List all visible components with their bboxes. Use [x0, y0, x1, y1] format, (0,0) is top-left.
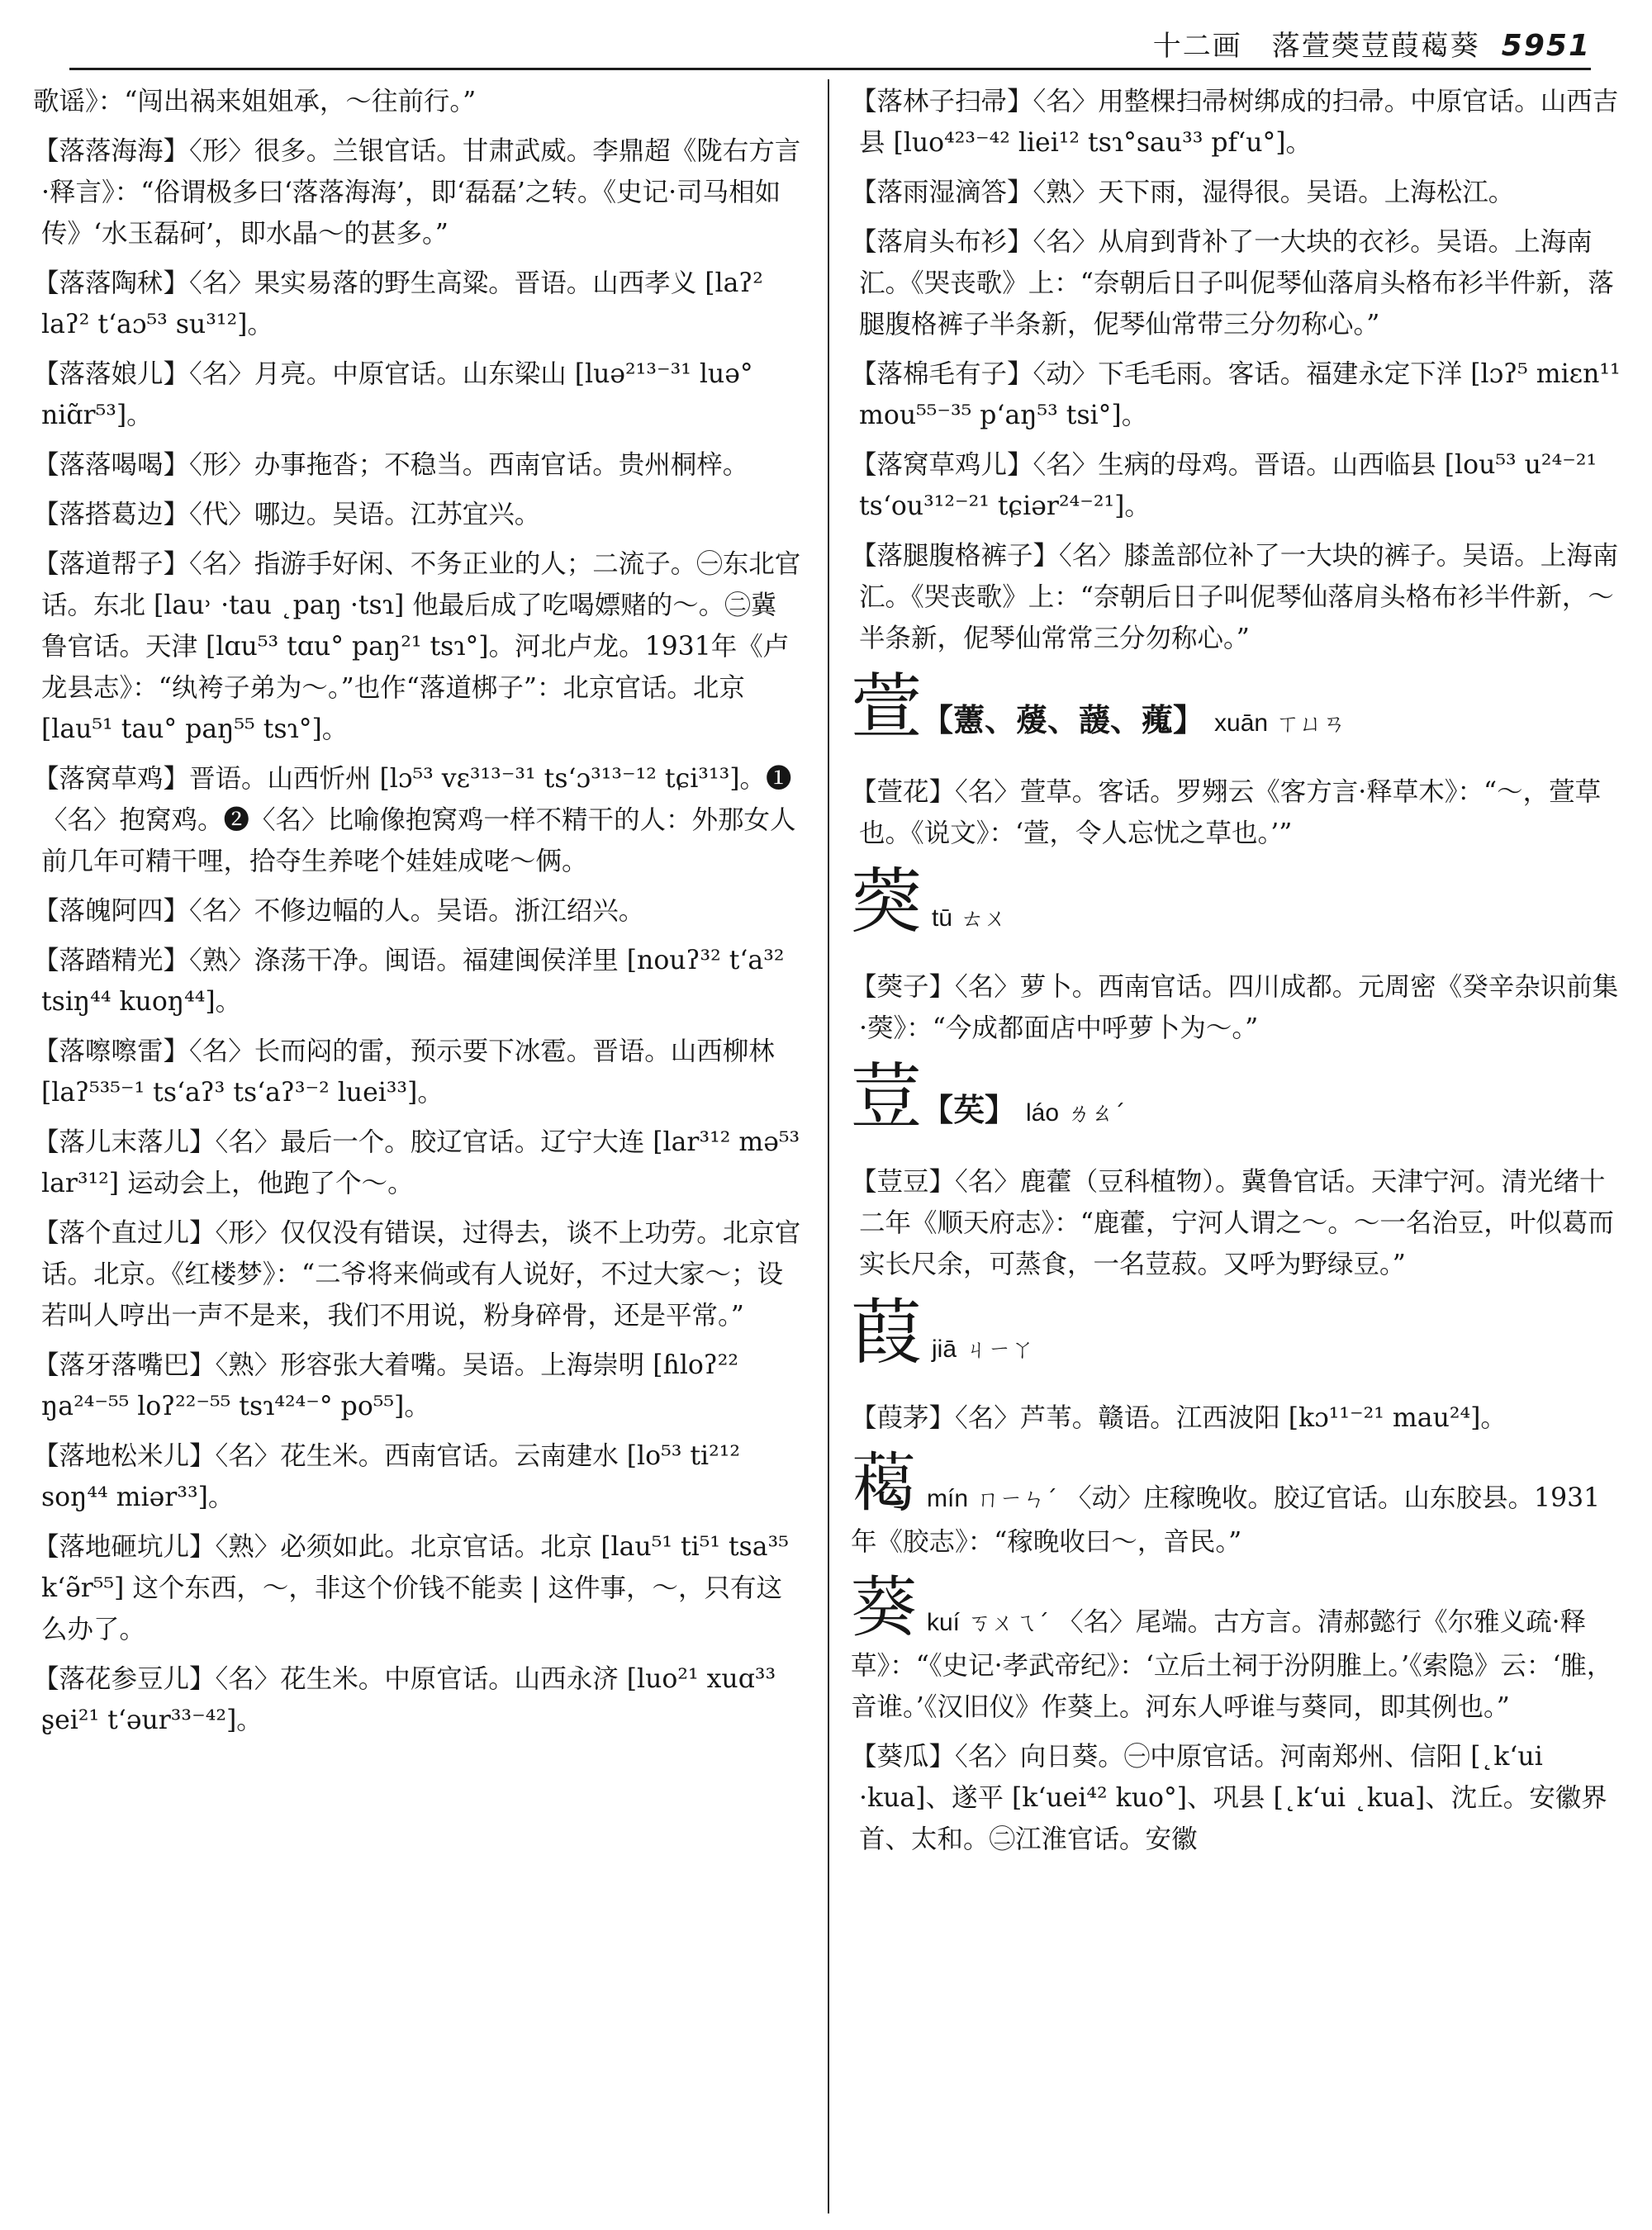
entry-laodou: 【荳豆】〈名〉鹿藿（豆科植物）。冀鲁官话。天津宁河。清光绪十二年《顺天府志》：“鹿藿，宁河人谓之～。～一名治豆，叶似葛而实长尺余，可蒸食，一名荳菽。又呼为野绿豆。”: [851, 1167, 1614, 1279]
zhuyin: ㄊㄨ: [961, 904, 1008, 932]
entry-luoluoniang: 【落落娘儿】〈名〉月亮。中原官话。山东梁山 [luə²¹³⁻³¹ luə° niɑ̃r⁵³]。: [33, 359, 753, 430]
entry-luocacalei: 【落嚓嚓雷】〈名〉长而闷的雷，预示要下冰雹。晋语。山西柳林 [laʔ⁵³⁵⁻¹ ts‘aʔ³ ts‘aʔ³⁻² luei³³]。: [33, 1037, 775, 1108]
zhuyin: ㄐㄧㄚ: [965, 1336, 1035, 1363]
pinyin: xuān: [1214, 709, 1269, 737]
definition: 〈动〉庄稼晚收。胶辽官话。山东胶县。1931年《胶志》：“稼晚收曰～，音民。”: [851, 1483, 1601, 1557]
entry-luolinzisaozhou: 【落林子扫帚】〈名〉用整棵扫帚树绑成的扫帚。中原官话。山西吉县 [luo⁴²³⁻⁴² liei¹² tsɿ°sau³³ pf‘u°]。: [851, 87, 1619, 158]
entry-luoyushidida: 【落雨湿滴答】〈熟〉天下雨，湿得很。吴语。上海松江。: [851, 178, 1515, 207]
entry-luowocaojier: 【落窝草鸡儿】〈名〉生病的母鸡。晋语。山西临县 [lou⁵³ u²⁴⁻²¹ ts‘ou³¹²⁻²¹ tɕiər²⁴⁻²¹]。: [851, 450, 1597, 521]
headchar: 𦼰: [851, 1445, 917, 1522]
headchar: 葖: [851, 861, 922, 943]
entry-luotajingguang: 【落踏精光】〈熟〉涤荡干净。闽语。福建闽侯洋里 [nouʔ³² t‘a³² tsiŋ⁴⁴ kuoŋ⁴⁴]。: [33, 946, 785, 1017]
entry-luoluohehe: 【落落喝喝】〈形〉办事拖沓；不稳当。西南官话。贵州桐梓。: [33, 450, 749, 480]
entry-luogezhiguoer: 【落个直过儿】〈形〉仅仅没有错误，过得去，谈不上功劳。北京官话。北京。《红楼梦》：“二爷将来倘或有人说好，不过大家～；设若叫人哼出一声不是来，我们不用说，粉身碎骨，还是平常。”: [33, 1218, 801, 1331]
headchar-min: [851, 1447, 1623, 1563]
headchar: 荳: [851, 1056, 922, 1138]
entry-luopoasi: 【落魄阿四】〈名〉不修边幅的人。吴语。浙江绍兴。: [33, 896, 645, 926]
entry-luowocaoji: 【落窝草鸡】晋语。山西忻州 [lɔ⁵³ vɛ³¹³⁻³¹ ts‘ɔ³¹³⁻¹² tɕi³¹³]。❶〈名〉抱窝鸡。❷〈名〉比喻像抱窝鸡一样不精干的人：外那女人前几年可精干哩，拾夺生养咾个娃娃成咾～俩。: [33, 764, 796, 876]
right-column: [851, 81, 1623, 2213]
headchar-tu: [851, 862, 1623, 961]
zhuyin: ㄌㄠˊ: [1067, 1099, 1126, 1127]
headchar-xuan: [851, 667, 1623, 766]
entry-jiamao: 【葭茅】〈名〉芦苇。赣语。江西波阳 [kɔ¹¹⁻²¹ mau²⁴]。: [851, 1403, 1507, 1433]
headchar: 萱: [851, 666, 922, 748]
entry-luodagebian: 【落搭葛边】〈代〉哪边。吴语。江苏宜兴。: [33, 500, 541, 529]
running-head: [1153, 23, 1591, 64]
zhuyin: ㄒㄩㄢ: [1276, 709, 1346, 737]
entry-luohuacandouer: 【落花参豆儿】〈名〉花生米。中原官话。山西永济 [luo²¹ xuɑ³³ ʂei²¹ t‘əur³³⁻⁴²]。: [33, 1664, 776, 1735]
zhuyin: ㄎㄨㄟˊ: [968, 1609, 1050, 1636]
headchar-lao: [851, 1057, 1623, 1156]
variant-forms: 【藼、蕿、蘐、藱】: [922, 702, 1205, 738]
pinyin: láo: [1026, 1099, 1060, 1127]
variant-forms: 【䒨】: [922, 1092, 1017, 1128]
headchar-jia: [851, 1293, 1623, 1393]
entry-luodisongmier: 【落地松米儿】〈名〉花生米。西南官话。云南建水 [lo⁵³ ti²¹² soŋ⁴⁴ miər³³]。: [33, 1441, 740, 1512]
left-column: [33, 81, 801, 2213]
running-head-title: 十二画 落萱葖荳葭𦼰葵: [1152, 30, 1480, 63]
pinyin: kuí: [927, 1609, 961, 1636]
pinyin: mín: [927, 1485, 969, 1512]
entry-luodizakenger: 【落地砸坑儿】〈熟〉必须如此。北京官话。北京 [lau⁵¹ ti⁵¹ tsa³⁵ k‘ə̃r⁵⁵] 这个东西，～，非这个价钱不能卖 | 这件事，～，只有这么办了。: [33, 1532, 789, 1644]
entry-luotuifugekuzi: 【落腿腹格裤子】〈名〉膝盖部位补了一大块的裤子。吴语。上海南汇。《哭丧歌》上：“奈朝后日子叫伲琴仙落肩头格布衫半件新，～半条新，伲琴仙常常三分勿称心。”: [851, 541, 1619, 653]
definition: 〈名〉尾端。古方言。清郝懿行《尔雅义疏·释草》：“《史记·孝武帝纪》：‘立后土祠于汾阴脽上。’《索隐》云：‘脽，音谁。’《汉旧仪》作葵上。河东人呼谁与葵同，即其例也。”: [851, 1607, 1613, 1722]
entry-xuanhua: 【萱花】〈名〉萱草。客话。罗翙云《客方言·释草木》：“～，萱草也。《说文》：‘萱，令人忘忧之草也。’”: [851, 777, 1602, 848]
entry-luojiantoubushan: 【落肩头布衫】〈名〉从肩到背补了一大块的衣衫。吴语。上海南汇。《哭丧歌》上：“奈朝后日子叫伲琴仙落肩头格布衫半件新，落腿腹格裤子半条新，伲琴仙常带三分勿称心。”: [851, 227, 1614, 339]
entry-luodaobangzi: 【落道帮子】〈名〉指游手好闲、不务正业的人；二流子。㊀东北官话。东北 [lau˒ ·tau ˛paŋ ·tsɿ] 他最后成了吃喝嫖赌的～。㊁冀鲁官话。天津 [lɑu⁵³ tɑu° paŋ²¹ tsɿ°]。河北卢龙。1931年《卢龙县志》：“纨袴子弟为～。”也作“落道梆子”：北京官话。北京 [lau⁵¹ tau° paŋ⁵⁵ tsɿ°]。: [33, 549, 801, 744]
entry-luoluotaoshu: 【落落陶秫】〈名〉果实易落的野生高粱。晋语。山西孝义 [laʔ² laʔ² t‘aɔ⁵³ su³¹²]。: [33, 268, 763, 339]
headchar: 葵: [851, 1569, 917, 1646]
entry-tuzi: 【葖子】〈名〉萝卜。西南官话。四川成都。元周密《癸辛杂识前集·葖》：“今成都面店中呼萝卜为～。”: [851, 972, 1619, 1043]
headchar-kui: [851, 1571, 1623, 1728]
entry-continuation: 歌谣》：“闯出祸来姐姐承，～往前行。”: [33, 87, 477, 116]
page-number: 5951: [1501, 29, 1591, 63]
zhuyin: ㄇㄧㄣˊ: [976, 1485, 1058, 1512]
headchar: 葭: [851, 1292, 922, 1374]
entry-kuigua: 【葵瓜】〈名〉向日葵。㊀中原官话。河南郑州、信阳 [˛k‘ui ·kua]、遂平 [k‘uei⁴² kuo°]、巩县 [˛k‘ui ˛kua]、沈丘。安徽界首、太和。㊁江淮官话。安徽: [851, 1742, 1607, 1854]
pinyin: jiā: [932, 1336, 957, 1363]
entry-luomianmaoyouzi: 【落棉毛有子】〈动〉下毛毛雨。客话。福建永定下洋 [lɔʔ⁵ miɛn¹¹ mou⁵⁵⁻³⁵ p‘aŋ⁵³ tsi°]。: [851, 359, 1621, 430]
pinyin: tū: [932, 904, 953, 932]
page-header: [69, 17, 1591, 70]
entry-luoyaluozuiba: 【落牙落嘴巴】〈熟〉形容张大着嘴。吴语。上海崇明 [ɦloʔ²² ŋa²⁴⁻⁵⁵ loʔ²²⁻⁵⁵ tsɿ⁴²⁴⁻° po⁵⁵]。: [33, 1350, 739, 1421]
entry-luoermoluoer: 【落儿末落儿】〈名〉最后一个。胶辽官话。辽宁大连 [lar³¹² mə⁵³ lar³¹²] 运动会上，他跑了个～。: [33, 1127, 800, 1198]
entry-luoluohaihai: 【落落海海】〈形〉很多。兰银官话。甘肃武威。李鼎超《陇右方言·释言》：“俗谓极多曰‘落落海海’，即‘磊磊’之转。《史记·司马相如传》‘水玉磊砢’，即水晶～的甚多。”: [33, 136, 801, 249]
column-divider: [828, 79, 829, 2213]
